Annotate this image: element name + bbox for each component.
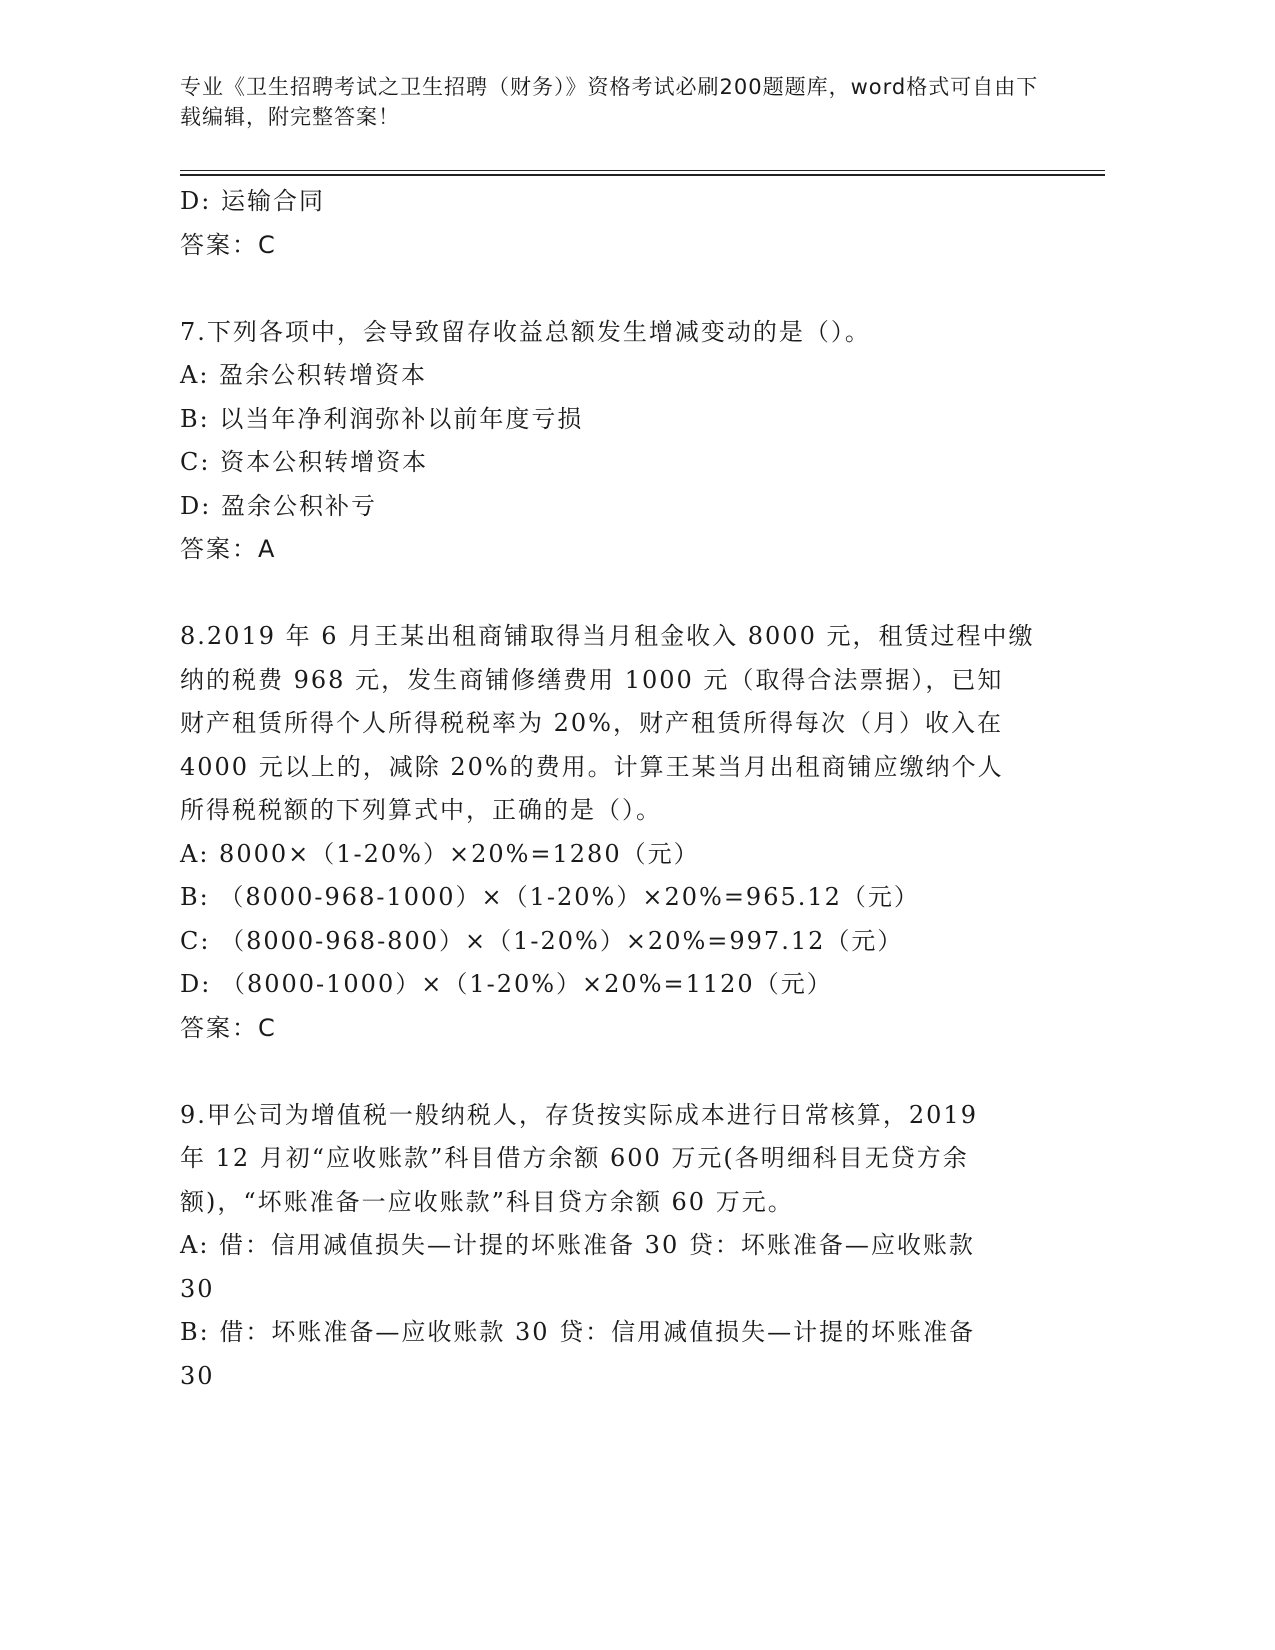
question-stem-line: 所得税税额的下列算式中，正确的是（）。 (180, 796, 662, 824)
option-b: B: 借：坏账准备—应收账款 30 贷：信用减值损失—计提的坏账准备 (180, 1318, 976, 1346)
question-stem-line: 8.2019 年 6 月王某出租商铺取得当月租金收入 8000 元，租赁过程中缴 (180, 622, 1035, 650)
question-stem-line: 4000 元以上的，减除 20%的费用。计算王某当月出租商铺应缴纳个人 (180, 752, 1004, 781)
option-a-continuation: 30 (180, 1274, 215, 1303)
option-a: A: 盈余公积转增资本 (180, 361, 428, 389)
question-stem-line: 9.甲公司为增值税一般纳税人，存货按实际成本进行日常核算，2019 (180, 1100, 978, 1129)
option-d: D: （8000-1000）×（1-20%）×20%=1120（元） (180, 970, 833, 998)
option-b: B: （8000-968-1000）×（1-20%）×20%=965.12（元） (180, 883, 920, 911)
header-divider-thin (180, 170, 1105, 171)
answer-line: 答案：C (180, 230, 277, 259)
question-7 (180, 311, 1050, 572)
option-a: A: 8000×（1-20%）×20%=1280（元） (180, 839, 700, 868)
option-b: B: 以当年净利润弥补以前年度亏损 (180, 404, 584, 433)
spacer (180, 1050, 1050, 1094)
question-stem-line: 年 12 月初“应收账款”科目借方余额 600 万元(各明细科目无贷方余 (180, 1144, 969, 1172)
option-c: C: 资本公积转增资本 (180, 448, 429, 476)
option-a: A: 借：信用减值损失—计提的坏账准备 30 贷：坏账准备—应收账款 (180, 1231, 975, 1259)
prev-question-block (180, 180, 1050, 267)
answer-line: 答案：A (180, 535, 277, 563)
question-stem-line: 财产租赁所得个人所得税税率为 20%，财产租赁所得每次（月）收入在 (180, 709, 1003, 737)
spacer (180, 267, 1050, 311)
option-d: D: 盈余公积补亏 (180, 491, 377, 520)
option-b-continuation: 30 (180, 1361, 215, 1390)
question-stem-line: 纳的税费 968 元，发生商铺修缮费用 1000 元（取得合法票据），已知 (180, 665, 1004, 694)
question-8 (180, 615, 1050, 1050)
question-stem-line: 额)，“坏账准备一应收账款”科目贷方余额 60 万元。 (180, 1187, 794, 1216)
question-stem: 7.下列各项中，会导致留存收益总额发生增减变动的是（）。 (180, 317, 871, 346)
spacer (180, 572, 1050, 616)
header-divider-thick (180, 174, 1105, 176)
question-9 (180, 1094, 1050, 1399)
answer-line: 答案：C (180, 1013, 277, 1042)
option-d: D: 运输合同 (180, 187, 325, 215)
header-text: 专业《卫生招聘考试之卫生招聘（财务）》资格考试必刷200题题库，word格式可自由下载编辑，附完整答案！ (180, 75, 1039, 129)
question-content (180, 180, 1050, 1398)
option-c: C: （8000-968-800）×（1-20%）×20%=997.12（元） (180, 926, 904, 955)
document-header (180, 72, 1060, 132)
